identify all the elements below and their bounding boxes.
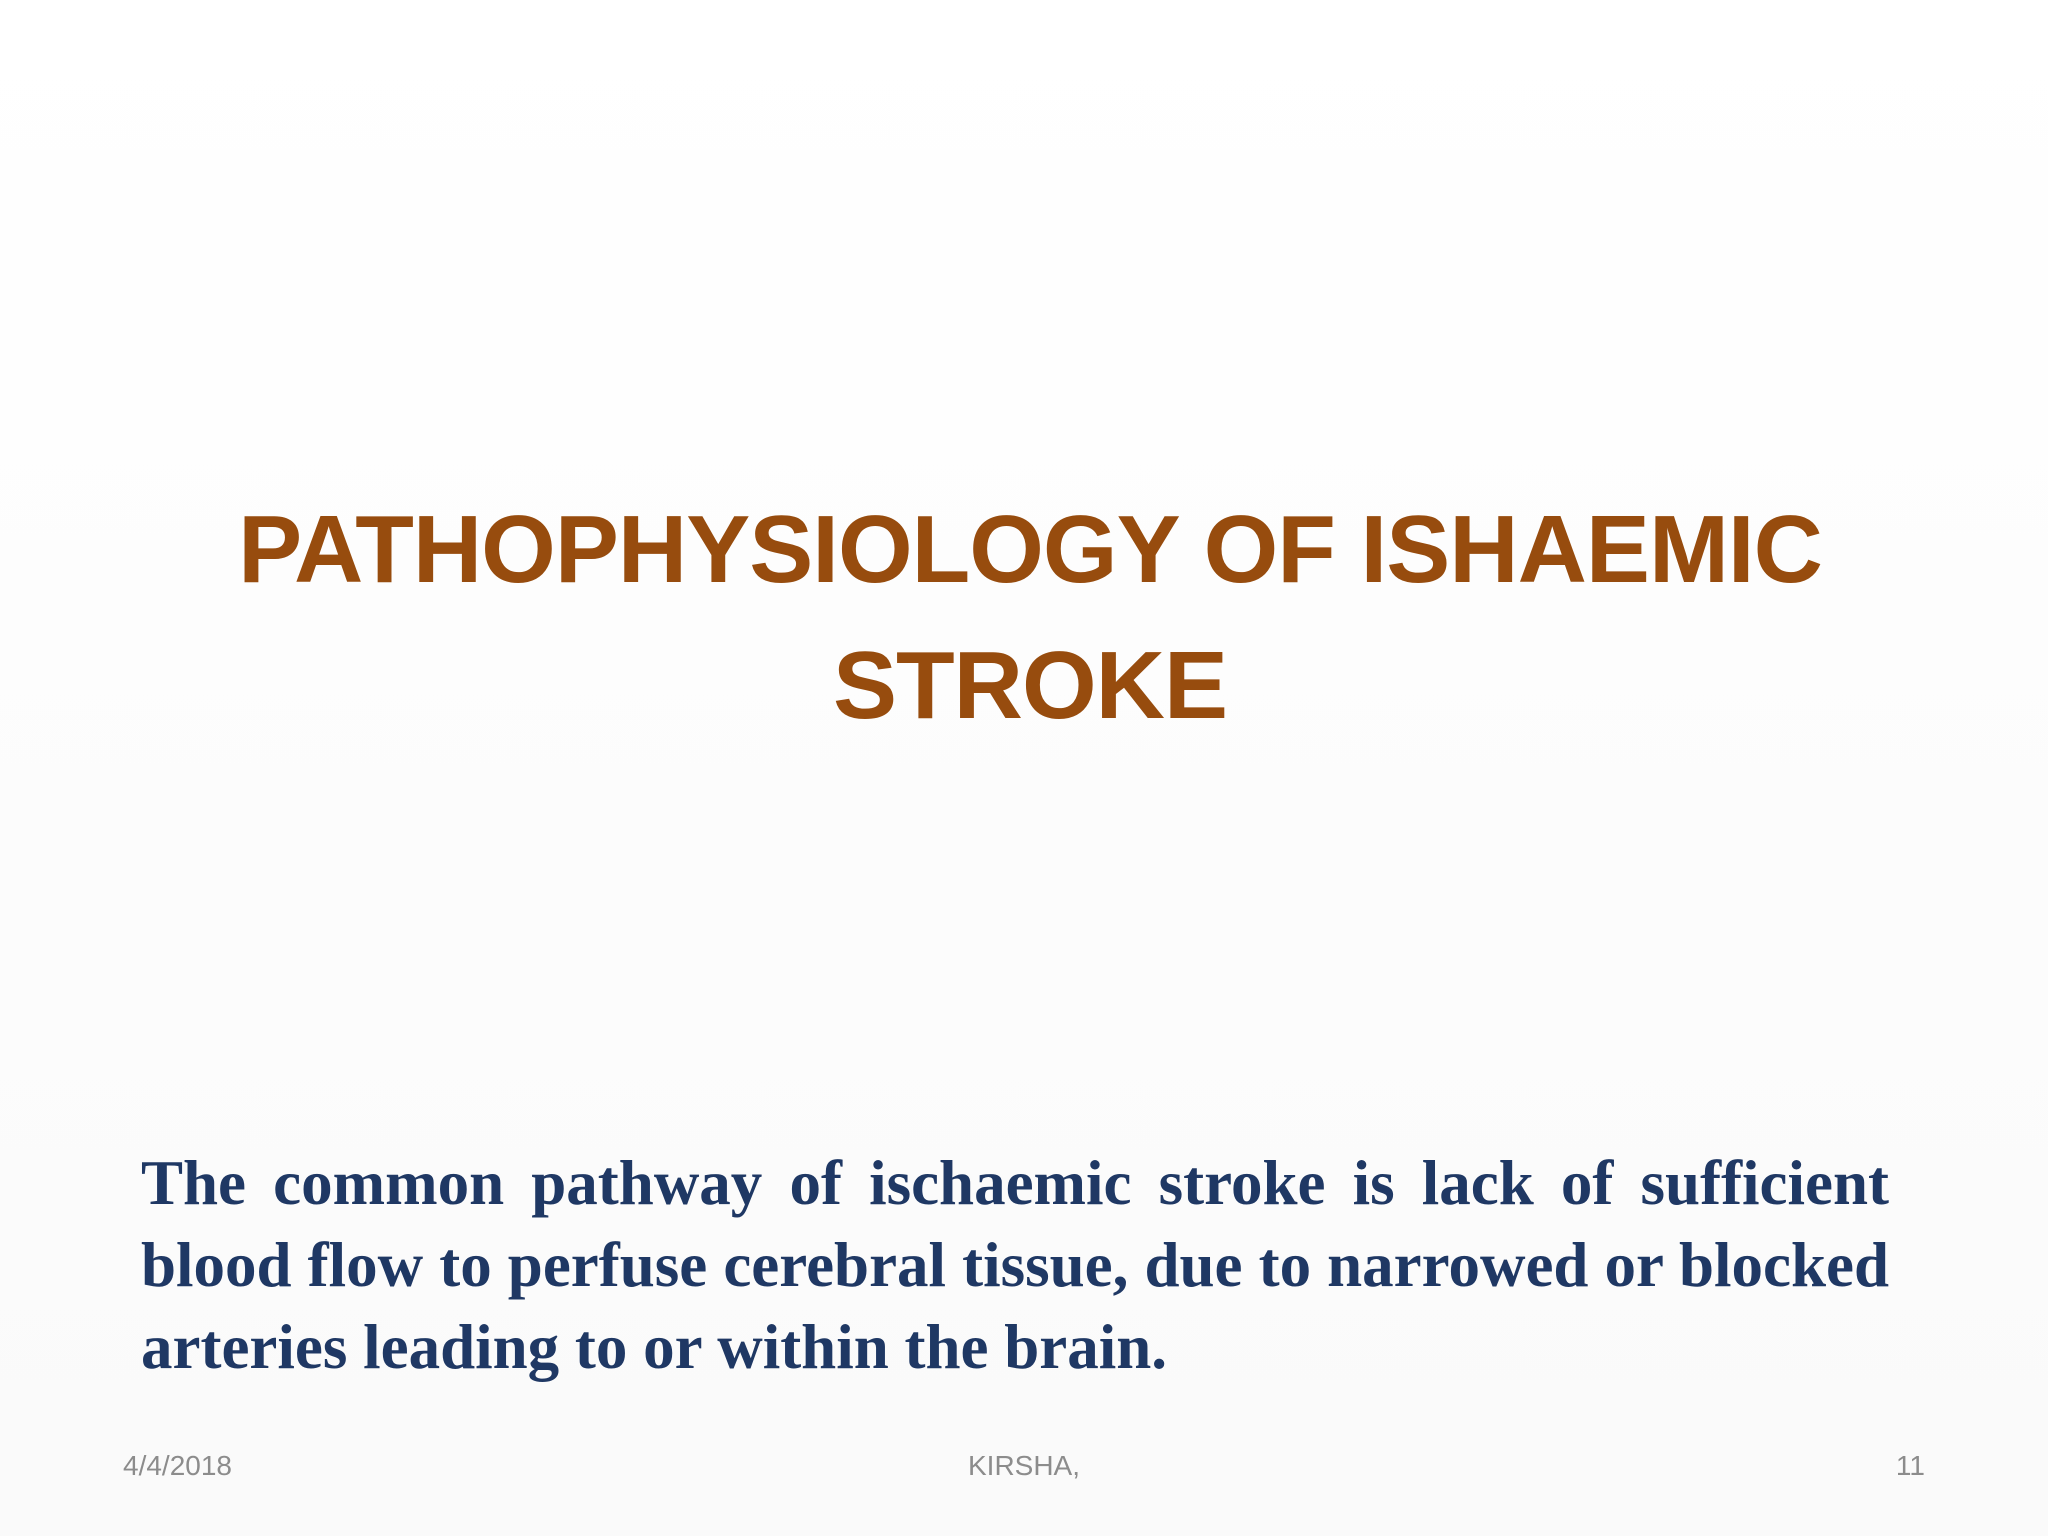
footer-author: KIRSHA, (967, 1450, 1081, 1481)
footer-date: 4/4/2018 (123, 1450, 232, 1481)
slide-title (180, 482, 1880, 754)
footer-page-number: 11 (1895, 1450, 1925, 1481)
slide-body-text: The common pathway of ischaemic stroke is lack of sufficient blood flow to perfuse cerebral tissue, due to narrowed or blocked arteries leading to or within the brain. (141, 1148, 1889, 1382)
slide-title-line-2: STROKE (832, 632, 1228, 739)
slide-title-line-1: PATHOPHYSIOLOGY OF ISHAEMIC (238, 496, 1822, 603)
